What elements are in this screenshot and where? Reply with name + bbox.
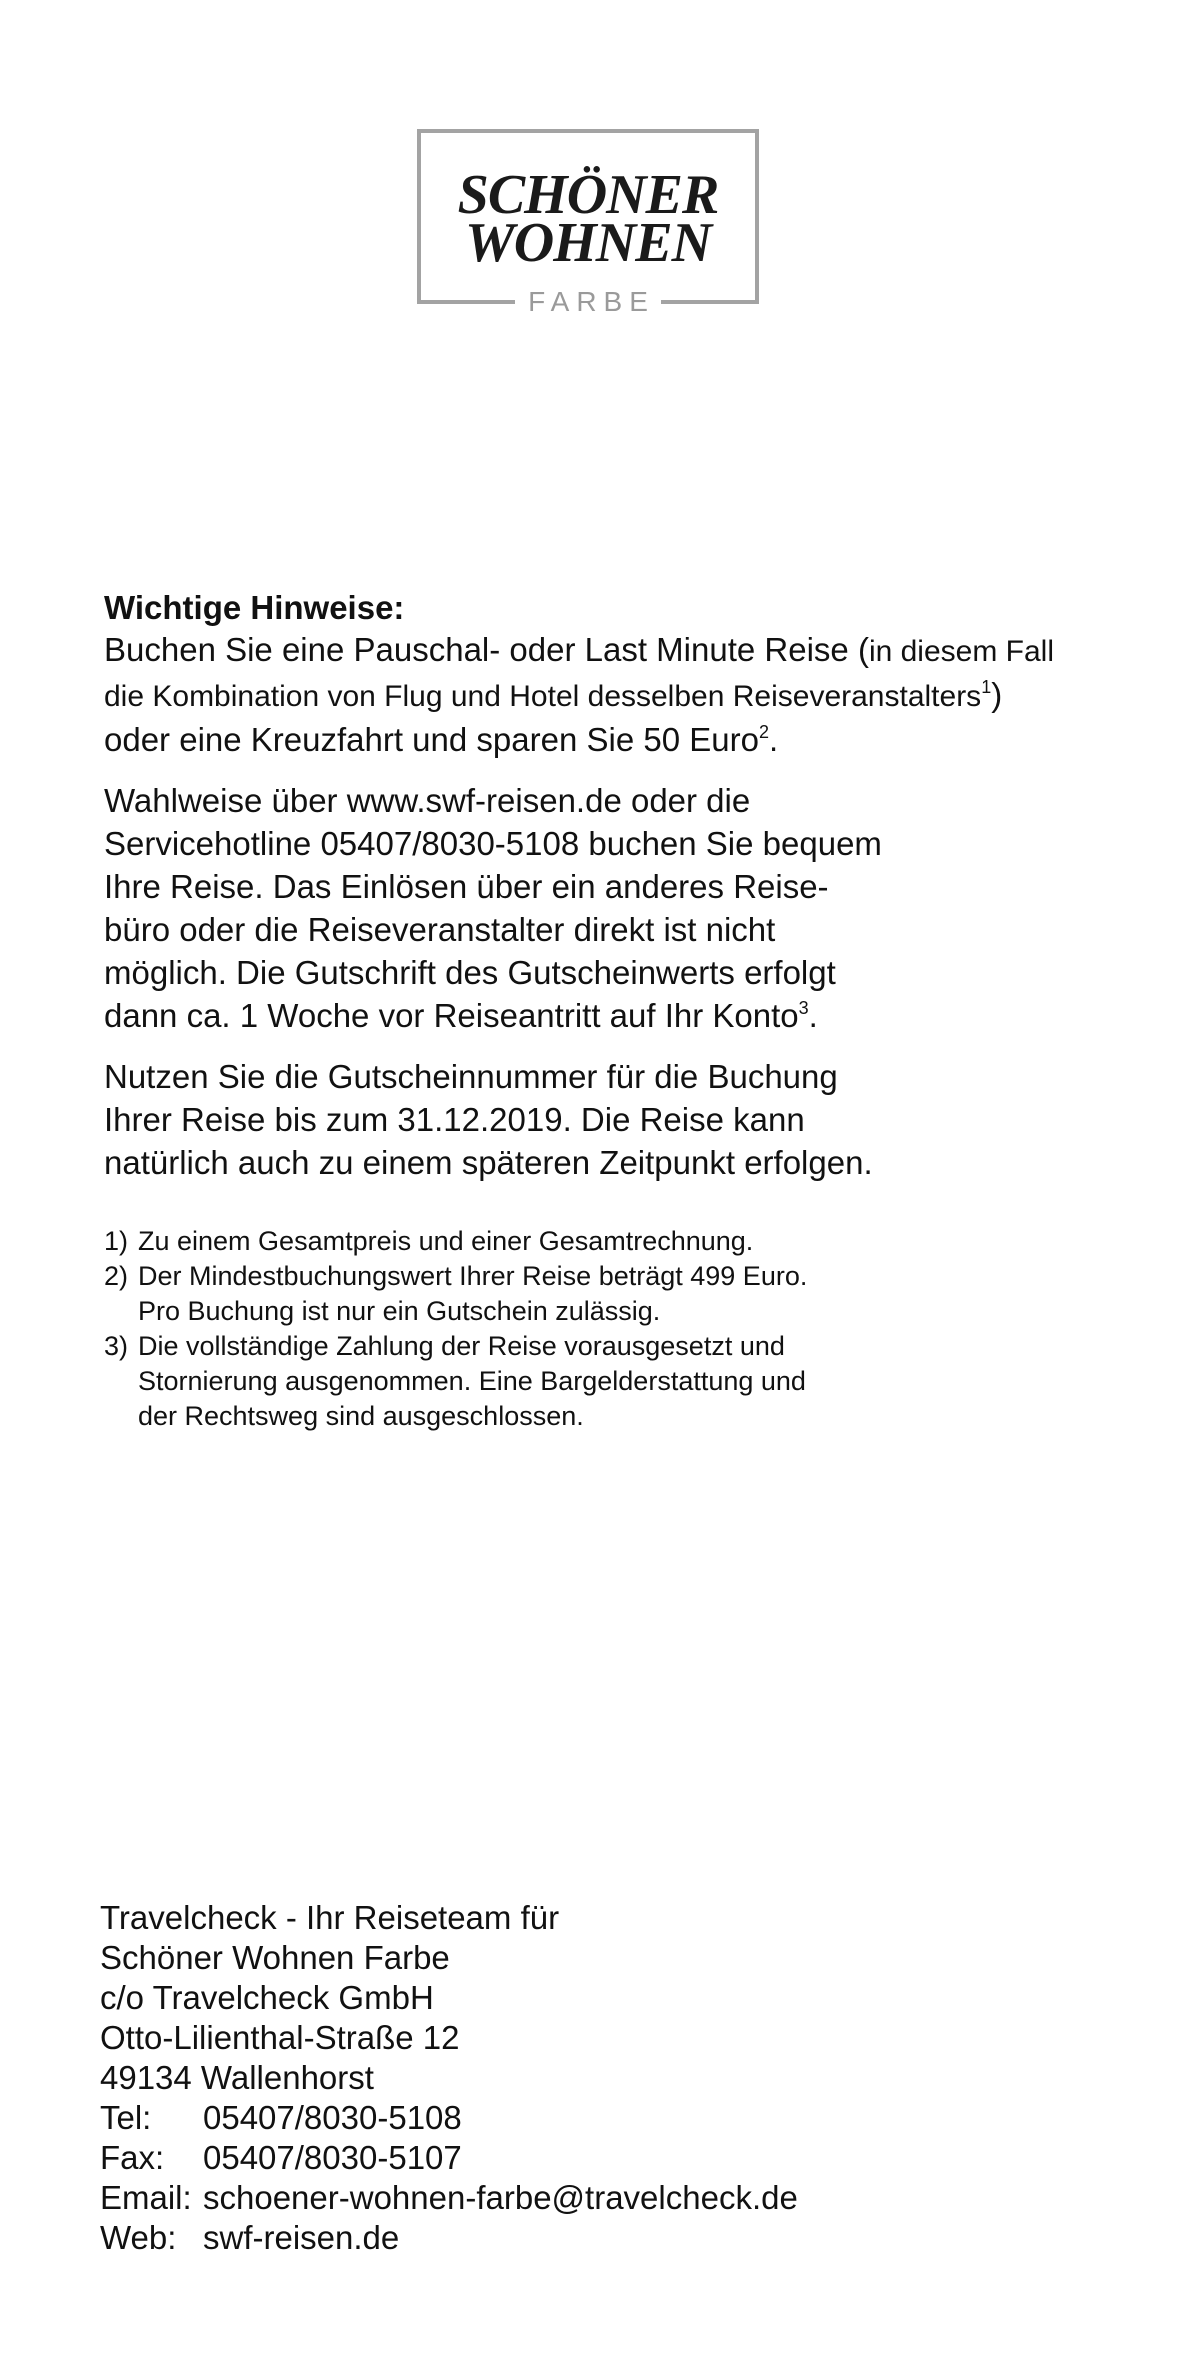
p3-line: natürlich auch zu einem späteren Zeitpunkt erfolgen. [104, 1144, 873, 1181]
notes-paragraph-3 [104, 1055, 1174, 1184]
contact-label: Tel: [100, 2099, 152, 2136]
contact-address [100, 1898, 798, 2258]
contact-label: Email: [100, 2179, 192, 2216]
p1-text-d: ) [991, 676, 1003, 713]
logo-rule-right [661, 300, 759, 304]
p3-line: Nutzen Sie die Gutscheinnummer für die Buchung [104, 1058, 838, 1095]
p1-text-a: Buchen Sie eine Pauschal- oder Last Minute Reise ( [104, 631, 869, 668]
logo-text-line1: SCHÖNER [457, 164, 719, 226]
footnote-number: 2) [104, 1261, 129, 1291]
fax-number: 05407/8030-5107 [203, 2139, 462, 2176]
p2-line: Wahlweise über www.swf-reisen.de oder die [104, 782, 751, 819]
p1-text-c: die Kombination von Flug und Hotel desselben Reiseveranstalters [104, 680, 982, 713]
phone-number[interactable]: 05407/8030-5108 [203, 2099, 462, 2136]
contact-row-web [100, 2218, 798, 2258]
notes-heading: Wichtige Hinweise: [104, 589, 405, 626]
p2-line: möglich. Die Gutschrift des Gutscheinwerts erfolgt [104, 954, 836, 991]
logo-bottom-frame [417, 283, 759, 321]
notes-paragraph-2 [104, 779, 1174, 1037]
p2-line: Ihre Reise. Das Einlösen über ein anderes Reise- [104, 868, 829, 905]
address-line: Schöner Wohnen Farbe [100, 1939, 450, 1976]
address-line: Otto-Lilienthal-Straße 12 [100, 2019, 460, 2056]
contact-row-email [100, 2178, 798, 2218]
footnote-number: 3) [104, 1331, 129, 1361]
notes-paragraph-1 [104, 628, 1174, 761]
p2-end: . [808, 997, 818, 1034]
logo-rule-left [417, 300, 515, 304]
important-notes [104, 588, 1174, 1434]
brand-logo [417, 129, 759, 304]
p1-text-f: . [768, 721, 779, 758]
website-link[interactable]: swf-reisen.de [203, 2219, 400, 2256]
footnote-number: 1) [104, 1226, 129, 1256]
footnote-text: Die vollständige Zahlung der Reise vorausgesetzt und Stornierung ausgenommen. Eine Bargelderstattung und der Rechtsweg sind ausgeschlossen. [138, 1331, 806, 1431]
logo-text-line2: WOHNEN [464, 212, 712, 274]
address-line: 49134 Wallenhorst [100, 2059, 374, 2096]
address-line: Travelcheck - Ihr Reiseteam für [100, 1899, 560, 1936]
contact-label: Fax: [100, 2139, 165, 2176]
footnotes-list [104, 1224, 1174, 1434]
footnote-text: Der Mindestbuchungswert Ihrer Reise beträgt 499 Euro. Pro Buchung ist nur ein Gutschein zulässig. [138, 1261, 808, 1326]
p2-line: büro oder die Reiseveranstalter direkt ist nicht [104, 911, 776, 948]
footnote-item [104, 1259, 1174, 1329]
p1-text-b: in diesem Fall [868, 635, 1055, 668]
footnote-ref-3: 3 [798, 998, 809, 1018]
contact-row-tel [100, 2098, 798, 2138]
footnote-item [104, 1329, 1174, 1434]
p1-text-e: oder eine Kreuzfahrt und sparen Sie 50 Euro [104, 721, 759, 758]
p2-last-line: dann ca. 1 Woche vor Reiseantritt auf Ihr Konto [104, 997, 799, 1034]
p3-line: Ihrer Reise bis zum 31.12.2019. Die Reise kann [104, 1101, 805, 1138]
logo-frame-right [755, 281, 759, 304]
footnote-ref-2: 2 [758, 722, 769, 742]
contact-row-fax [100, 2138, 798, 2178]
footnote-ref-1: 1 [981, 677, 992, 697]
contact-label: Web: [100, 2219, 177, 2256]
p2-line: Servicehotline 05407/8030-5108 buchen Sie bequem [104, 825, 882, 862]
footnote-item [104, 1224, 1174, 1259]
address-line: c/o Travelcheck GmbH [100, 1979, 434, 2016]
email-link[interactable]: schoener-wohnen-farbe@travelcheck.de [203, 2179, 798, 2216]
logo-subline: FARBE [528, 286, 655, 317]
footnote-text: Zu einem Gesamtpreis und einer Gesamtrechnung. [138, 1226, 754, 1256]
